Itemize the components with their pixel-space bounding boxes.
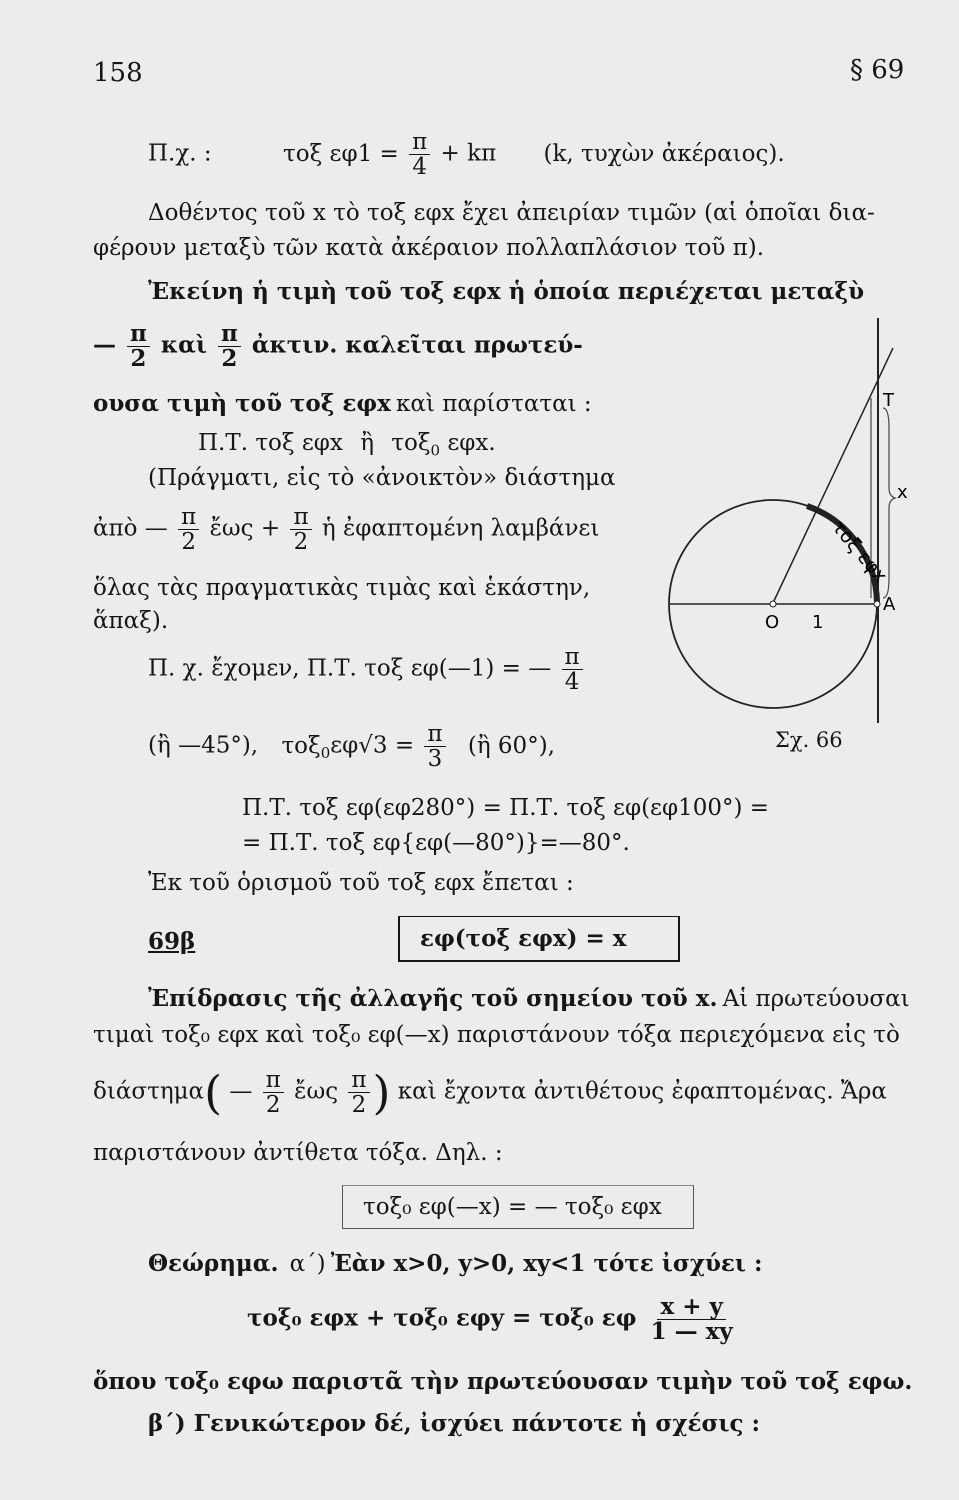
label-69b: 69β	[148, 928, 196, 955]
paragraph-2-line-1: Ἐκείνη ἡ τιμὴ τοῦ τοξ εφx ἡ ὁποία περιέχεται μεταξὺ	[148, 278, 865, 305]
label-O: O	[765, 612, 780, 633]
boxed-formula-2: τοξ₀ εφ(—x) = — τοξ₀ εφx	[342, 1185, 694, 1229]
paragraph-4-line-3: διάστημα( — $\frac{\pi}{2}$ ἔως $\frac{\pi}{2}$ ) καὶ ἔχοντα ἀντιθέτους ἐφαπτομένας. Ἄρα	[93, 1065, 887, 1120]
paragraph-1-line-1: Δοθέντος τοῦ x τὸ τοξ εφx ἔχει ἀπειρίαν τιμῶν (αἱ ὁποῖαι δια-	[148, 200, 875, 226]
section-number: § 69	[850, 55, 905, 85]
paragraph-4-line-1: Ἐπίδρασις τῆς ἀλλαγῆς τοῦ σημείου τοῦ x. Αἱ πρωτεύουσαι	[148, 985, 910, 1012]
label-A: A	[883, 594, 896, 615]
page-number: 158	[93, 58, 143, 88]
label-1: 1	[812, 612, 824, 633]
closing-line-1: ὅπου τοξ₀ εφω παριστᾶ τὴν πρωτεύουσαν τιμὴν τοῦ τοξ εφω.	[93, 1368, 913, 1395]
figure-caption: Σχ. 66	[775, 728, 843, 752]
paragraph-3-line-3: ὅλας τὰς πραγματικὰς τιμὰς καὶ ἑκάστην,	[93, 575, 591, 601]
theorem-line: Θεώρημα. α΄) Ἐὰν x>0, y>0, xy<1 τότε ἰσχύει :	[148, 1250, 763, 1277]
paragraph-3-line-2: ἀπὸ — $\frac{\pi}{2}$ ἔως + $\frac{\pi}{2}$ ἡ ἐφαπτομένη λαμβάνει	[93, 504, 600, 556]
paragraph-4-line-2: τιμαὶ τοξ₀ εφx καὶ τοξ₀ εφ(—x) παριστάνουν τόξα περιεχόμενα εἰς τὸ	[93, 1022, 900, 1048]
point-O	[770, 601, 776, 607]
example-2-line-2: (ἢ —45°), τοξ$_0$εφ√3 = $\frac{\pi}{3}$ (ἢ 60°),	[148, 721, 555, 773]
theorem-formula: τοξ₀ εφx + τοξ₀ εφy = τοξ₀ εφ $\frac{x + y}{1 — xy}$	[247, 1293, 733, 1346]
example-lhs: τοξ εφ1 =	[283, 140, 399, 167]
fraction-pi-4: $\frac{\pi}{4}$	[409, 130, 430, 179]
closing-line-2: β΄) Γενικώτερον δέ, ἰσχύει πάντοτε ἡ σχέσις :	[148, 1410, 761, 1437]
equation-line-1: Π.Τ. τοξ εφ(εφ280°) = Π.Τ. τοξ εφ(εφ100°) =	[242, 795, 770, 821]
example-rest: + kπ	[440, 140, 497, 167]
point-A	[874, 601, 880, 607]
paragraph-2-line-3: ουσα τιμὴ τοῦ τοξ εφx καὶ παρίσταται :	[93, 390, 592, 417]
example-note: (k, τυχὼν ἀκέραιος).	[543, 140, 785, 167]
example-line	[148, 130, 785, 179]
equation-line-2: = Π.Τ. τοξ εφ{εφ(—80°)}=—80°.	[242, 830, 630, 856]
label-T: T	[883, 390, 894, 411]
definition-intro: Ἐκ τοῦ ὁρισμοῦ τοῦ τοξ εφx ἔπεται :	[148, 870, 574, 896]
paragraph-3-line-4: ἅπαξ).	[93, 608, 169, 634]
paragraph-3-line-1: (Πράγματι, εἰς τὸ «ἀνοικτὸν» διάστημα	[148, 465, 616, 491]
figure-unit-circle	[665, 318, 955, 758]
example-2-line-1: Π. χ. ἔχομεν, Π.Τ. τοξ εφ(—1) = — $\frac{\pi}{4}$	[148, 645, 586, 694]
label-x: x	[897, 482, 908, 503]
arc-label: τοξ εφx	[827, 516, 892, 587]
example-prefix: Π.χ. :	[148, 140, 212, 167]
paragraph-1-line-2: φέρουν μεταξὺ τῶν κατὰ ἀκέραιον πολλαπλάσιον τοῦ π).	[93, 235, 765, 261]
notation-line: Π.Τ. τοξ εφx ἢ τοξ$_0$ εφx.	[198, 430, 496, 460]
boxed-formula-1: εφ(τοξ εφx) = x	[398, 916, 680, 962]
paragraph-4-line-4: παριστάνουν ἀντίθετα τόξα. Δηλ. :	[93, 1140, 503, 1166]
paragraph-2-line-2: — $\frac{\pi}{2}$ καὶ $\frac{\pi}{2}$ ἀκτιν. καλεῖται πρωτεύ-	[93, 320, 583, 373]
